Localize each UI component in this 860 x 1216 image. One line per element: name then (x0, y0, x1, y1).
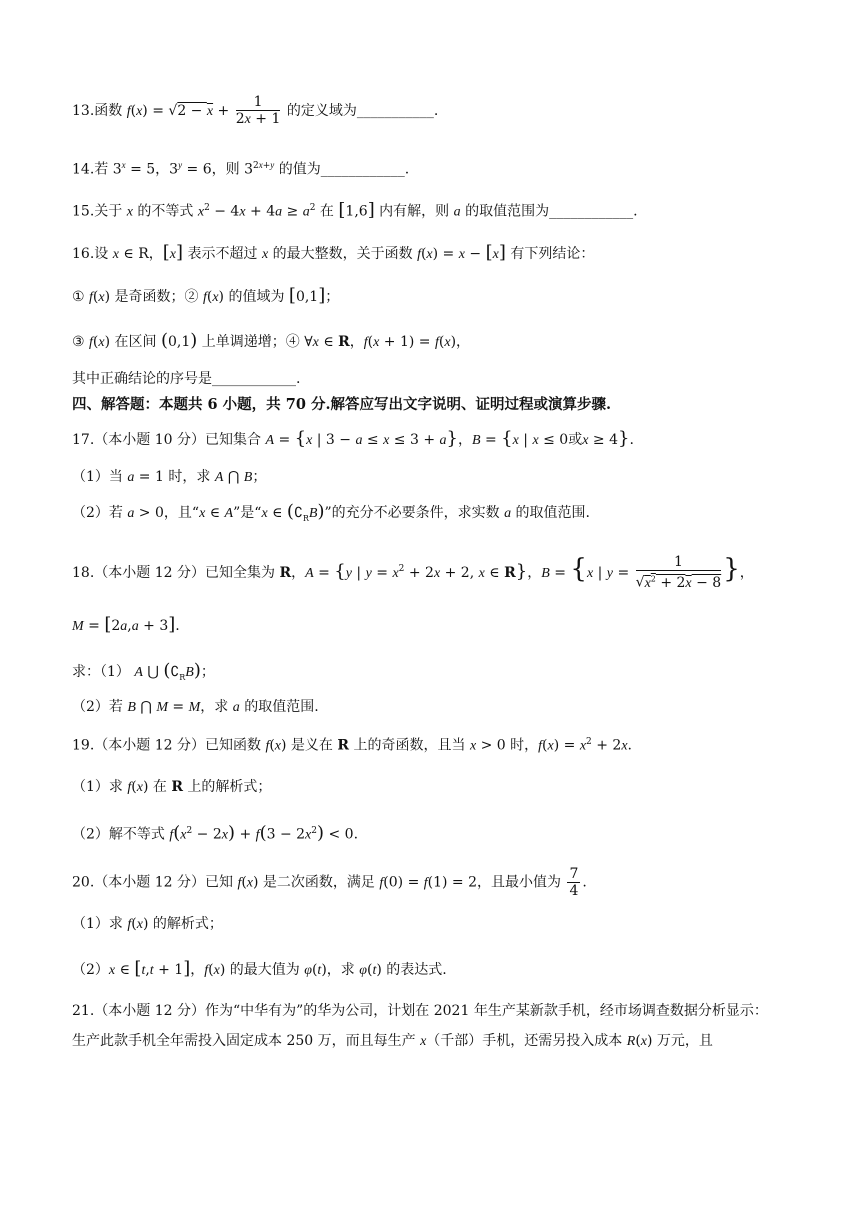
problem-19-part-2: （2）解不等式 $f(x^2 - 2x) + f(3 - 2x^2) < 0$. (72, 822, 359, 844)
fraction: $\frac{7}{4}$ (569, 866, 579, 899)
problem-17-part-2: （2）若 a > 0，且“x ∈ A”是“x ∈ $(∁_RB)$”的充分不必要条件，求实数 a 的取值范围. (72, 501, 591, 523)
problem-16-question: 其中正确结论的序号是____________. (72, 371, 301, 387)
problem-19: 19.（本小题 12 分）已知函数 f(x) 是义在 R 上的奇函数，且当 x > 0 时，$f(x) = x^2 + 2x$. (72, 737, 632, 754)
problem-18-set-m: M = [2a,a + 3]. (72, 614, 180, 635)
section-heading: 四、解答题：本题共 6 小题，共 70 分.解答应写出文字说明、证明过程或演算步骤. (72, 396, 612, 413)
problem-17: 17.（本小题 10 分）已知集合 A = {x | 3 − a ≤ x ≤ 3 + a}，B = {x | x ≤ 0或x ≥ 4}. (72, 428, 634, 449)
problem-20-part-1: （1）求 f(x) 的解析式； (72, 916, 223, 932)
problem-18-part-1: 求：（1） A ⋃ $(∁_RB)$； (72, 660, 215, 682)
problem-17-part-1: （1）当 a = 1 时，求 A ⋂ B； (72, 469, 267, 485)
problem-16: 16.设 x ∈ R，[x] 表示不超过 x 的最大整数，关于函数 f(x) = x − [x] 有下列结论： (72, 242, 595, 263)
problem-21-continued: 生产此款手机全年需投入固定成本 250 万，而且每生产 x（千部）手机，还需另投入成本 R(x) 万元，且 (72, 1033, 713, 1049)
problem-19-part-1: （1）求 f(x) 在 R 上的解析式； (72, 779, 272, 795)
problem-14: 14.若 $3^x = 5$，$3^y = 6$，则 $3^{2x+y}$ 的值为____________. (72, 160, 410, 178)
problem-20: 20.（本小题 12 分）已知 f(x) 是二次函数，满足 f(0) = f(1) = 2，且最小值为 $\frac{7}{4}$ . (72, 866, 587, 899)
problem-18-part-2: （2）若 B ⋂ M = M，求 a 的取值范围. (72, 699, 319, 715)
fraction: $\frac{1}{2x + 1}$ (235, 94, 281, 127)
problem-18: 18.（本小题 12 分）已知全集为 R，A = {y | $y = x^2 + 2x + 2$, x ∈ R}，B = {x | y = $\frac{1}{√x^2 + 2x - 8}$ }， (72, 553, 754, 591)
fraction: $\frac{1}{√x^2 + 2x - 8}$ (635, 554, 722, 591)
problem-16-options-a: ① f(x) 是奇函数；② f(x) 的值域为 [0,1]； (72, 285, 340, 306)
problem-20-part-2: （2）x ∈ [t,t + 1]，f(x) 的最大值为 φ(t)，求 φ(t) 的表达式. (72, 958, 447, 979)
problem-16-options-b: ③ f(x) 在区间 (0,1) 上单调递增；④ ∀x ∈ R，f(x + 1) = f(x)， (72, 330, 471, 351)
problem-13: 13.函数 f(x) = √2 − x + $\frac{1}{2x + 1}$ 的定义域为___________. (72, 94, 439, 127)
problem-15: 15.关于 x 的不等式 $x^2 - 4x + 4a \ge a^2$ 在 [1,6] 内有解，则 a 的取值范围为____________. (72, 199, 638, 221)
problem-21: 21.（本小题 12 分）作为“中华有为”的华为公司，计划在 2021 年生产某新款手机，经市场调查数据分析显示： (72, 1003, 768, 1019)
